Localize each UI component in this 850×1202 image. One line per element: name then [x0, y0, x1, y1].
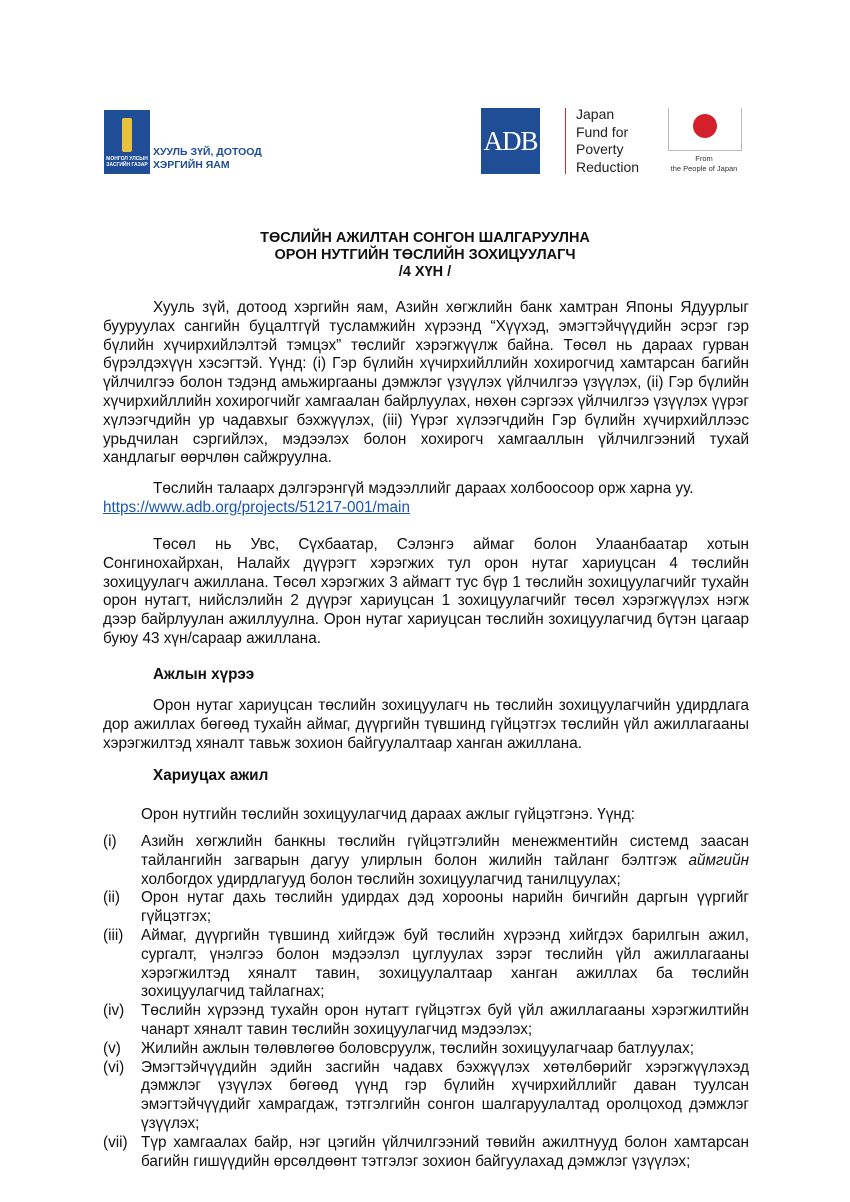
list-item	[103, 927, 749, 1002]
jfpr-line: Poverty	[576, 141, 624, 157]
japan-flag-icon	[668, 108, 742, 151]
item-text: Эмэгтэйчүүдийн эдийн засгийн чадавх бэхжүүлэх хөтөлбөрийг хэрэгжүүлэхэд дэмжлэг үзүүлэх бөгөөд үүнд гэр бүлийн хүчирхийллийг даван туулсан эмэгтэйчүүдийг хамрагдаж, тэтгэлгийн сонгон шалгаруулалтад оролцоход дэмжлэг үзүүлэх;	[141, 1058, 749, 1132]
ministry-logo	[104, 110, 150, 174]
ministry-name	[153, 146, 262, 172]
section-heading-duties: Хариуцах ажил	[153, 767, 269, 784]
japan-caption	[662, 154, 746, 174]
list-item	[103, 1040, 749, 1059]
jfpr-logo	[576, 106, 639, 176]
scope-paragraph: Орон нутаг хариуцсан төслийн зохицуулагч нь төслийн зохицуулагчийн удирдлага дор ажиллах бөгөөд тухайн аймаг, дүүргийн түвшинд гүйцэтгэх төслийн үйл ажиллагааны хэрэгжилтэд хяналт тавьж зохион байгуулалтаар ханган ажиллана.	[103, 697, 749, 752]
list-item	[103, 1002, 749, 1040]
soyombo-emblem-icon	[122, 118, 132, 152]
item-text	[141, 833, 749, 889]
list-item	[103, 1134, 749, 1172]
item-text-part: холбогдох удирдлагууд болон төслийн зохицуулагчид танилцуулах;	[141, 870, 621, 888]
caption-line: the People of Japan	[670, 164, 738, 173]
section-heading-scope: Ажлын хүрээ	[153, 666, 255, 683]
jfpr-line: Reduction	[576, 158, 640, 175]
list-item	[103, 833, 749, 889]
ministry-name-line: ХЭРГИЙН ЯАМ	[153, 159, 230, 171]
item-number: (vii)	[103, 1133, 128, 1151]
list-item	[103, 1059, 749, 1134]
item-number: (iii)	[103, 926, 124, 944]
title-line: ТӨСЛИЙН АЖИЛТАН СОНГОН ШАЛГАРУУЛНА	[260, 230, 590, 246]
title-line: ОРОН НУТГИЙН ТӨСЛИЙН ЗОХИЦУУЛАГЧ	[274, 247, 576, 263]
item-number: (iv)	[103, 1002, 125, 1020]
more-info-paragraph	[103, 480, 749, 518]
item-text: Түр хамгаалах байр, нэг цэгийн үйлчилгээний төвийн ажилтнууд болон хамтарсан багийн гишүүдийн өрсөлдөөнт тэтгэлэг зохион байгуулахад дэмжлэг үзүүлэх;	[141, 1133, 749, 1170]
item-text-part: Азийн хөгжлийн банкны төслийн гүйцэтгэлийн менежментийн системд заасан тайлангийн загварын дагуу улирлын болон жилийн тайланг бэлтгэж	[141, 833, 749, 869]
item-italic: аймгийн	[688, 851, 749, 869]
jfpr-line: Fund for	[576, 123, 629, 140]
item-text: Жилийн ажлын төлөвлөгөө боловсруулж, төслийн зохицуулагчаар батлуулах;	[141, 1039, 695, 1057]
item-number: (i)	[103, 833, 117, 850]
caption-line: From	[695, 154, 713, 163]
item-number: (ii)	[103, 889, 120, 907]
item-text: Аймаг, дүүргийн түвшинд хийгдэж буй төслийн хүрээнд хийгдэх барилгын ажил, сургалт, үнэлгээ болон мэдээлэл цуглуулах зэрэг төслийн үйл ажиллагааны хэрэгжилтэд хяналт тавин, зохицуулалтаар ханган ажиллах ба төслийн зохицуулагчид тайлагнах;	[141, 926, 749, 1001]
more-info-text: Төслийн талаарх дэлгэрэнгүй мэдээллийг дараах холбоосоор орж харна уу.	[153, 480, 694, 497]
ministry-logo-small-text: МОНГОЛ УЛСЫН ЗАСГИЙН ГАЗАР	[106, 156, 148, 168]
adb-logo: ADB	[481, 108, 540, 174]
title-line: /4 ХҮН /	[398, 264, 452, 280]
duties-list	[103, 833, 749, 1171]
item-text: Төслийн хүрээнд тухайн орон нутагт гүйцэтгэх буй үйл ажиллагааны хэрэгжилтийн чанарт хяналт тавин төслийн зохицуулагчид мэдээлэх;	[141, 1002, 749, 1038]
locations-paragraph: Төсөл нь Увс, Сүхбаатар, Сэлэнгэ аймаг болон Улаанбаатар хотын Сонгинохайрхан, Налайх дүүрэгт хэрэгжих тул орон нутаг хариуцсан 4 төслийн зохицуулагч ажиллана. Төсөл хэрэгжих 3 аймагт тус бүр 1 төслийн зохицуулагчийг тухайн орон нутагт, нийслэлийн 2 дүүрэг хариуцсан 1 зохицуулагчийг төсөл хэрэгжүүлэх нэгж дээр байрлуулан ажиллуулна. Орон нутаг хариуцсан төслийн зохицуулагчид бүтэн цагаар буюу 43 хүн/сараар ажиллана.	[103, 536, 749, 647]
item-number: (vi)	[103, 1058, 125, 1076]
flag-sun	[693, 114, 717, 138]
duties-intro: Орон нутгийн төслийн зохицуулагчид дараах ажлыг гүйцэтгэнэ. Үүнд:	[141, 806, 636, 823]
list-item	[103, 889, 749, 927]
item-text: Орон нутаг дахь төслийн удирдах дэд хорооны нарийн бичгийн даргын үүргийг гүйцэтгэх;	[141, 889, 749, 926]
jfpr-line: Japan	[576, 106, 615, 122]
item-number: (v)	[103, 1039, 121, 1057]
divider	[565, 108, 566, 174]
intro-paragraph: Хууль зүй, дотоод хэргийн яам, Азийн хөгжлийн банк хамтран Японы Ядуурлыг бууруулах сангийн буцалтгүй тусламжийн хүрээнд “Хүүхэд, эмэгтэйчүүдийн эсрэг гэр бүлийн хүчирхийлэлтэй тэмцэх” төслийг хэрэгжүүлж байна. Төсөл нь дараах гурван бүрэлдэхүүн хэсэгтэй. Үүнд: (i) Гэр бүлийн хүчирхийллийн хохирогчид хамтарсан багийн үйлчилгээ болон тэдэнд амьжиргааны дэмжлэг үзүүлэх үйлчилгээ үзүүлэх, (ii) Гэр бүлийн хүчирхийллийн хохирогчийг хамгаалан байрлуулах, нөхөн сэргээх үйлчилгээ үзүүлэх үүрэг хүлээгчдийн ур чадавхыг бэхжүүлэх, (iii) Үүрэг хүлээгчдийн Гэр бүлийн хүчирхийллээс урьдчилан сэргийлэх, мэдээлэх болон хохирогч хамгааллын үйлчилгээний тухай хандлагыг өөрчлөн сайжруулна.	[103, 299, 749, 467]
document-title	[100, 230, 750, 281]
ministry-name-line: ХУУЛЬ ЗҮЙ, ДОТООД	[153, 146, 262, 158]
project-link[interactable]: https://www.adb.org/projects/51217-001/main	[103, 498, 410, 516]
